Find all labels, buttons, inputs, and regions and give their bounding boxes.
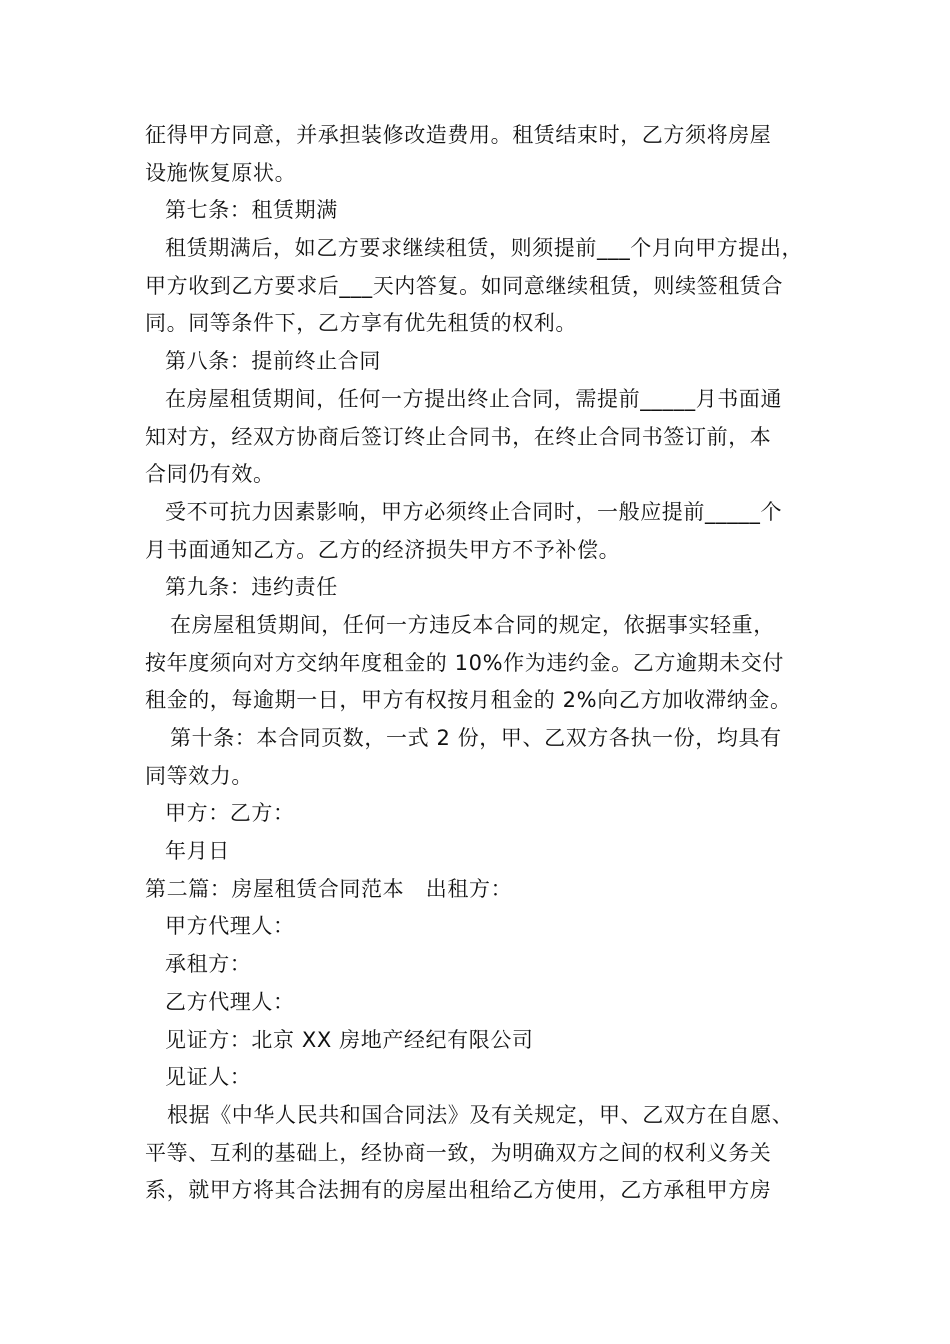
paragraph-line: 设施恢复原状。 [145, 160, 297, 185]
article-heading: 第七条：租赁期满 [165, 198, 338, 223]
party-line: 甲方代理人： [165, 914, 295, 939]
party-line: 见证方：北京 XX 房地产经纪有限公司 [165, 1027, 534, 1052]
paragraph-line: 平等、互利的基础上，经协商一致，为明确双方之间的权利义务关 [145, 1140, 772, 1165]
paragraph-line: 在房屋租赁期间，任何一方提出终止合同，需提前_____月书面通 [165, 386, 783, 411]
party-line: 乙方代理人： [165, 989, 295, 1014]
paragraph-line: 按年度须向对方交纳年度租金的 10%作为违约金。乙方逾期未交付 [145, 650, 784, 675]
party-line: 承租方： [165, 952, 252, 977]
paragraph-line: 根据《中华人民共和国合同法》及有关规定，甲、乙双方在自愿、 [167, 1102, 794, 1127]
party-line: 见证人： [165, 1065, 252, 1090]
paragraph-line: 第十条：本合同页数，一式 2 份，甲、乙双方各执一份，均具有 [170, 726, 782, 750]
section-heading: 第二篇：房屋租赁合同范本 出租方： [145, 876, 513, 901]
article-heading: 第八条：提前终止合同 [165, 349, 381, 374]
signature-line: 甲方：乙方： [165, 801, 295, 826]
document-body [145, 117, 810, 1210]
paragraph-line: 合同仍有效。 [145, 462, 275, 487]
paragraph-line: 月书面通知乙方。乙方的经济损失甲方不予补偿。 [145, 537, 621, 562]
paragraph-line: 受不可抗力因素影响，甲方必须终止合同时，一般应提前_____个 [165, 499, 783, 524]
paragraph-line: 在房屋租赁期间，任何一方违反本合同的规定，依据事实轻重， [170, 612, 775, 637]
paragraph-line: 知对方，经双方协商后签订终止合同书，在终止合同书签订前，本 [145, 424, 772, 449]
paragraph-line: 租金的，每逾期一日，甲方有权按月租金的 2%向乙方加收滞纳金。 [145, 688, 792, 713]
paragraph-line: 征得甲方同意，并承担装修改造费用。租赁结束时，乙方须将房屋 [145, 123, 772, 147]
article-heading: 第九条：违约责任 [165, 575, 338, 600]
paragraph-line: 租赁期满后，如乙方要求继续租赁，则须提前___个月向甲方提出， [165, 236, 804, 261]
paragraph-line: 系，就甲方将其合法拥有的房屋出租给乙方使用，乙方承租甲方房 [145, 1178, 772, 1203]
date-line: 年月日 [165, 839, 230, 864]
paragraph-line: 同。同等条件下，乙方享有优先租赁的权利。 [145, 311, 577, 336]
paragraph-line: 同等效力。 [145, 763, 253, 788]
paragraph-line: 甲方收到乙方要求后___天内答复。如同意继续租赁，则续签租赁合 [145, 273, 784, 298]
